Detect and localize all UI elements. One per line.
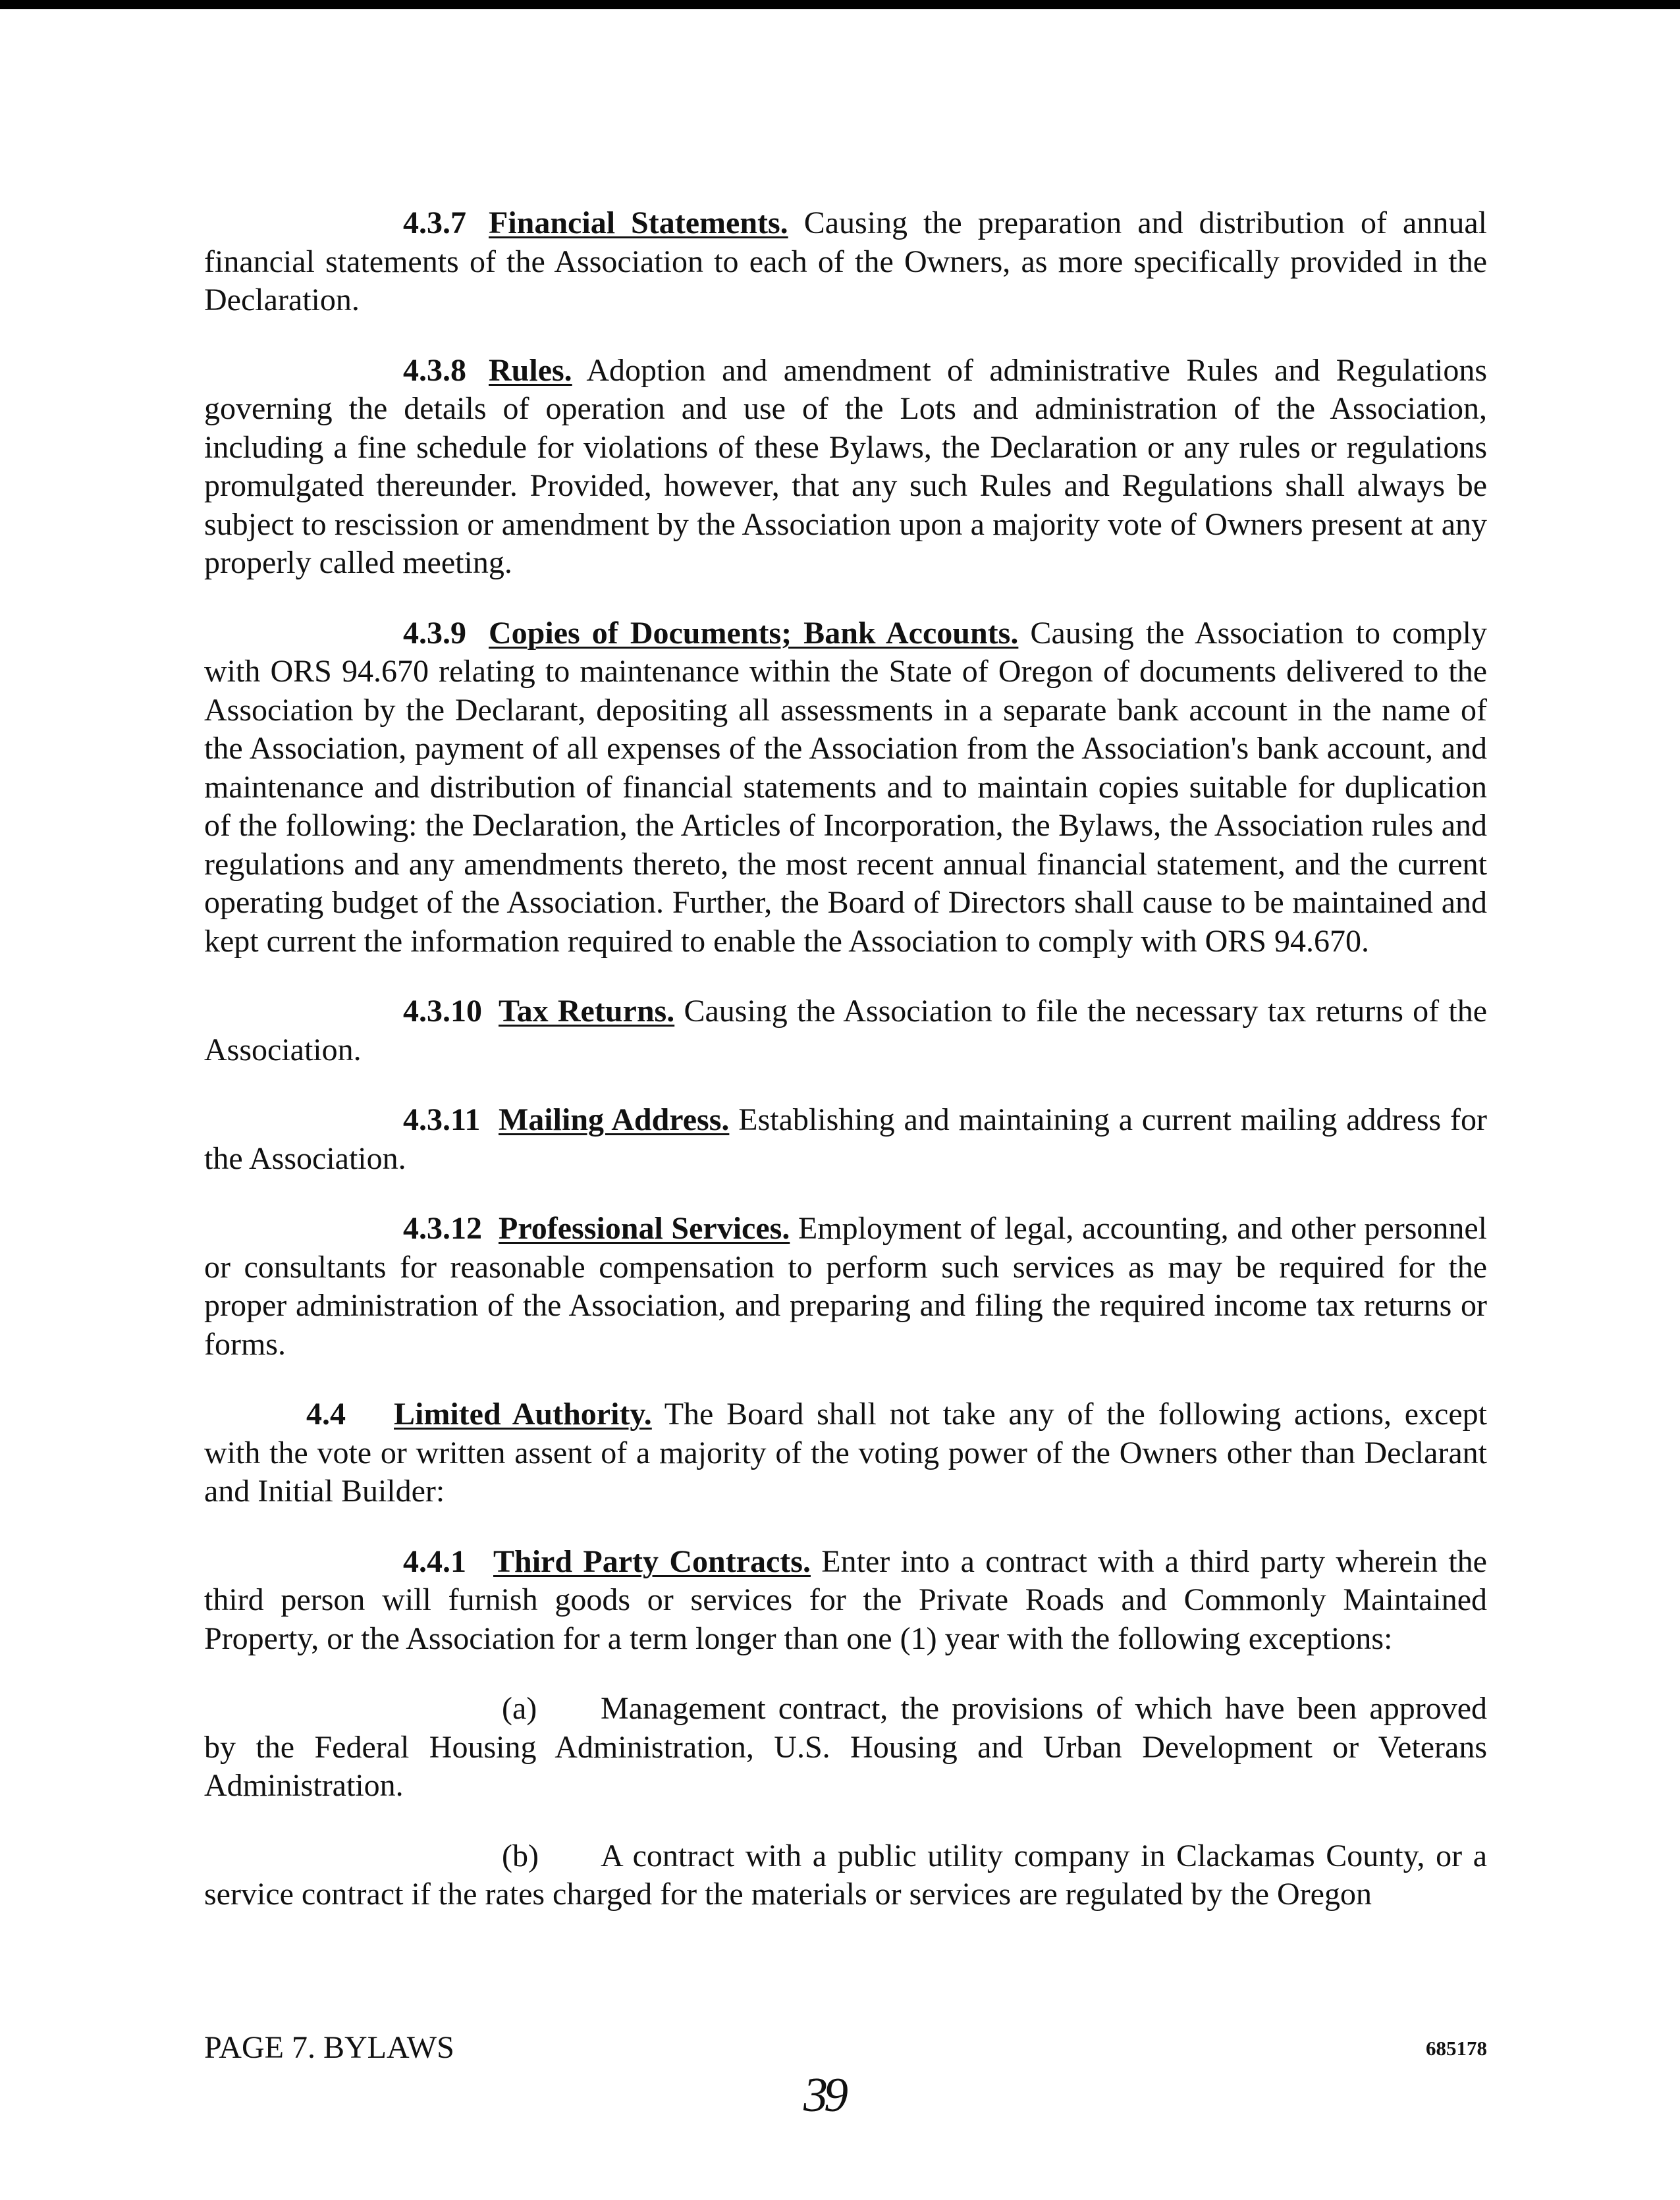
section-number: 4.3.7 xyxy=(403,205,466,240)
section-heading: Rules. xyxy=(489,352,572,388)
section-text: Establishing and maintaining a current mailing address for the Association. xyxy=(204,1102,1488,1176)
section-4-3-9 xyxy=(204,614,1487,961)
section-4-3-7 xyxy=(204,204,1487,320)
section-text: Adoption and amendment of administrative Rules and Regulations governing the details of operation and use of the Lots and administration of the Association, including a fine schedule for violations of these Bylaws, the Declaration or any rules or regulations promulgated thereunder. Provided, however, that any such Rules and Regulations shall always be subject to rescission or amendment by the Association upon a majority vote of Owners present at any properly called meeting. xyxy=(204,352,1487,580)
section-number: 4.3.11 xyxy=(403,1102,481,1137)
section-4-4-1 xyxy=(204,1543,1487,1659)
section-text: Causing the Association to comply with ORS 94.670 relating to maintenance within the State of Oregon of documents delivered to the Association by the Declarant, depositing all assessments in a separate bank account in the name of the Association, payment of all expenses of the Association from the Association's bank account, and maintenance and distribution of financial statements and to maintain copies suitable for duplication of the following: the Declaration, the Articles of Incorporation, the Bylaws, the Association rules and regulations and any amendments thereto, the most recent annual financial statement, and the current operating budget of the Association. Further, the Board of Directors shall cause to be maintained and kept current the information required to enable the Association to comply with ORS 94.670. xyxy=(204,615,1488,959)
document-body xyxy=(204,204,1487,1914)
section-text: Causing the Association to file the necessary tax returns of the Association. xyxy=(204,994,1488,1067)
section-number: 4.3.9 xyxy=(403,615,466,651)
footer-document-number: 685178 xyxy=(1426,2037,1487,2060)
section-heading: Professional Services. xyxy=(499,1211,790,1246)
section-heading: Limited Authority. xyxy=(394,1397,652,1432)
section-4-3-8 xyxy=(204,352,1487,583)
section-number: 4.4 xyxy=(306,1397,346,1432)
section-number: 4.4.1 xyxy=(403,1543,466,1579)
section-number: 4.3.12 xyxy=(403,1211,482,1246)
exception-item-a xyxy=(204,1690,1487,1806)
section-number: 4.3.8 xyxy=(403,352,466,388)
section-heading: Tax Returns. xyxy=(499,994,675,1029)
section-4-3-10 xyxy=(204,992,1487,1069)
section-heading: Financial Statements. xyxy=(489,205,788,240)
section-heading: Third Party Contracts. xyxy=(493,1543,811,1579)
section-text: Causing the preparation and distribution of annual financial statements of the Association to each of the Owners, as more specifically provided in the Declaration. xyxy=(204,205,1487,317)
footer-page-label: PAGE 7. BYLAWS xyxy=(204,2030,454,2065)
handwritten-page-number: 39 xyxy=(803,2068,844,2122)
item-label: (a) xyxy=(502,1691,537,1726)
section-text: The Board shall not take any of the following actions, except with the vote or written assent of a majority of the voting power of the Owners other than Declarant and Initial Builder: xyxy=(204,1397,1488,1509)
section-4-4 xyxy=(204,1395,1487,1511)
item-text: Management contract, the provisions of which have been approved by the Federal Housing Administration, U.S. Housing and Urban Development or Veterans Administration. xyxy=(204,1691,1487,1803)
section-heading: Mailing Address. xyxy=(499,1102,730,1137)
item-text: A contract with a public utility company in Clackamas County, or a service contract if the rates charged for the materials or services are regulated by the Oregon xyxy=(204,1838,1487,1912)
section-text: Employment of legal, accounting, and other personnel or consultants for reasonable compensation to perform such services as may be required for the proper administration of the Association, and preparing and filing the required income tax returns or forms. xyxy=(204,1211,1488,1362)
scan-top-border xyxy=(0,0,1680,9)
section-heading: Copies of Documents; Bank Accounts. xyxy=(489,615,1019,651)
section-4-3-11 xyxy=(204,1101,1487,1178)
section-4-3-12 xyxy=(204,1210,1487,1364)
item-label: (b) xyxy=(502,1838,539,1873)
section-text: Enter into a contract with a third party wherein the third person will furnish goods or services for the Private Roads and Commonly Maintained Property, or the Association for a term longer than one (1) year with the following exceptions: xyxy=(204,1543,1487,1656)
section-number: 4.3.10 xyxy=(403,994,482,1029)
exception-item-b xyxy=(204,1837,1487,1914)
